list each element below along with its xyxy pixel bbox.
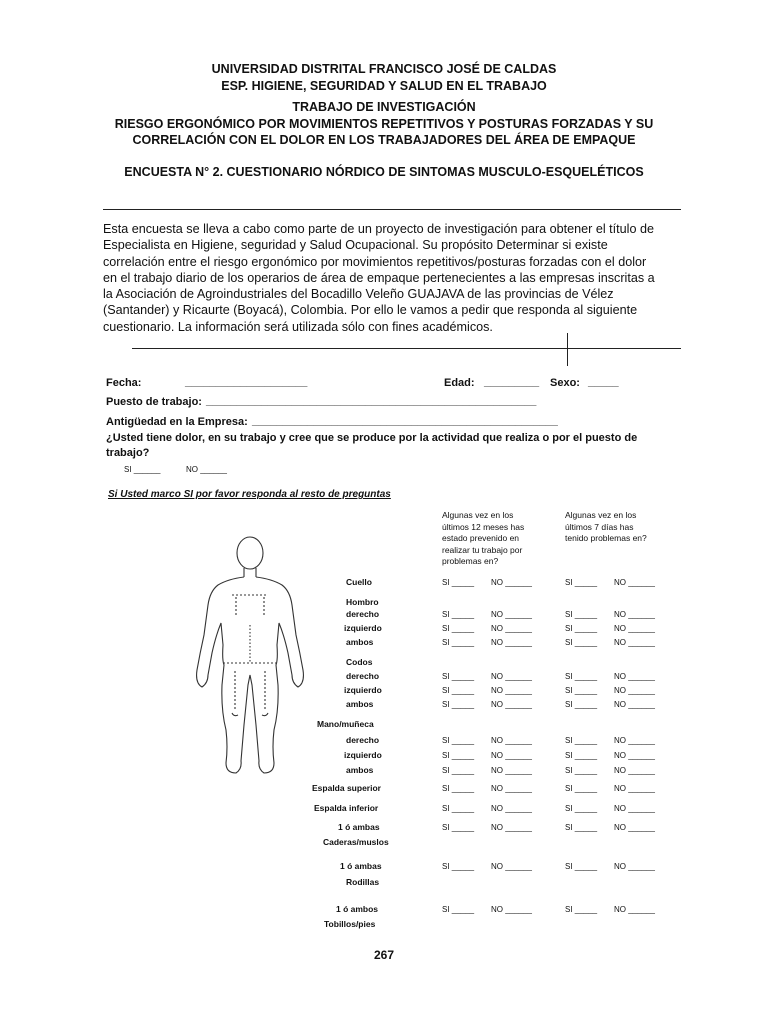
answer-7d-no[interactable]: NO ______	[614, 823, 655, 832]
intro-line: correlación entre el riesgo ergonómico por movimientos repetitivos/posturas forzadas con el dolor	[103, 254, 647, 269]
answer-7d-si[interactable]: SI _____	[565, 862, 598, 871]
answer-12m-si[interactable]: SI _____	[442, 672, 475, 681]
intro-line: cuestionario. La información será utilizada sólo con fines académicos.	[103, 319, 493, 334]
answer-7d-si[interactable]: SI _____	[565, 638, 598, 647]
answer-7d-si[interactable]: SI _____	[565, 905, 598, 914]
answer-12m-si[interactable]: SI _____	[442, 804, 475, 813]
pain-si-option[interactable]: SI ______	[124, 465, 161, 474]
answer-12m-si[interactable]: SI _____	[442, 624, 475, 633]
body-part-label: 1 ó ambos	[336, 904, 379, 914]
intro-line: en el trabajo diario de los operarios de área de empaque pertenecientes a las empresas inscritas a	[103, 270, 655, 285]
answer-12m-si[interactable]: SI _____	[442, 578, 475, 587]
answer-12m-si[interactable]: SI _____	[442, 766, 475, 775]
answer-7d-no[interactable]: NO ______	[614, 905, 655, 914]
answer-12m-no[interactable]: NO ______	[491, 784, 532, 793]
answer-7d-si[interactable]: SI _____	[565, 784, 598, 793]
column-header-line: estado prevenido en	[442, 533, 520, 543]
pain-no-option[interactable]: NO ______	[186, 465, 227, 474]
university-name: UNIVERSIDAD DISTRITAL FRANCISCO JOSÉ DE CALDAS	[211, 62, 557, 76]
column-header-line: últimos 12 meses has	[442, 521, 525, 532]
sexo-label: Sexo:	[550, 377, 580, 389]
answer-7d-no[interactable]: NO ______	[614, 700, 655, 709]
instruction-text: Si Usted marco SI por favor responda al resto de preguntas	[108, 489, 391, 500]
intro-paragraph	[103, 221, 681, 335]
answer-12m-si[interactable]: SI _____	[442, 862, 475, 871]
body-part-label: Espalda inferior	[314, 803, 379, 813]
body-part-label: Hombro	[346, 597, 379, 607]
column-header-line: realizar tu trabajo por	[442, 544, 523, 555]
body-part-label: ambos	[346, 765, 374, 775]
body-diagram	[188, 535, 313, 780]
answer-7d-si[interactable]: SI _____	[565, 578, 598, 587]
answer-12m-no[interactable]: NO ______	[491, 672, 532, 681]
program-name: ESP. HIGIENE, SEGURIDAD Y SALUD EN EL TRABAJO	[221, 79, 547, 93]
answer-12m-si[interactable]: SI _____	[442, 700, 475, 709]
answer-7d-si[interactable]: SI _____	[565, 610, 598, 619]
page-number: 267	[373, 948, 395, 962]
body-part-label: Rodillas	[346, 877, 380, 887]
answer-12m-no[interactable]: NO ______	[491, 823, 532, 832]
body-part-label: izquierdo	[344, 623, 382, 633]
body-part-label: 1 ó ambas	[340, 861, 382, 871]
answer-7d-si[interactable]: SI _____	[565, 751, 598, 760]
edad-label: Edad:	[444, 377, 475, 389]
answer-12m-no[interactable]: NO ______	[491, 686, 532, 695]
pain-question	[106, 431, 686, 461]
answer-7d-si[interactable]: SI _____	[565, 736, 598, 745]
answer-7d-si[interactable]: SI _____	[565, 686, 598, 695]
body-part-label: Mano/muñeca	[317, 719, 374, 729]
divider-bottom	[132, 348, 681, 349]
body-part-label: Espalda superior	[312, 783, 381, 793]
column-header-line: últimos 7 días has	[565, 521, 634, 532]
answer-7d-si[interactable]: SI _____	[565, 700, 598, 709]
title-line-1: RIESGO ERGONÓMICO POR MOVIMIENTOS REPETITIVOS Y POSTURAS FORZADAS Y SU	[114, 117, 654, 131]
body-part-label: Cuello	[346, 577, 372, 587]
body-part-label: derecho	[346, 609, 380, 619]
answer-7d-si[interactable]: SI _____	[565, 672, 598, 681]
answer-12m-no[interactable]: NO ______	[491, 638, 532, 647]
column-header-line: Algunas vez en los	[442, 510, 514, 520]
intro-line: Especialista en Higiene, seguridad y Salud Ocupacional. Su propósito Determinar si existe	[103, 238, 608, 253]
answer-12m-no[interactable]: NO ______	[491, 766, 532, 775]
body-part-label: Codos	[346, 657, 373, 667]
divider-vertical-mark	[567, 333, 568, 366]
answer-12m-no[interactable]: NO ______	[491, 751, 532, 760]
column-header-line: Algunas vez en los	[565, 510, 637, 520]
answer-7d-si[interactable]: SI _____	[565, 766, 598, 775]
antiguedad-label: Antigüedad en la Empresa:	[106, 416, 248, 428]
answer-7d-no[interactable]: NO ______	[614, 736, 655, 745]
body-part-label: Tobillos/pies	[324, 919, 376, 929]
edad-field[interactable]: _________	[484, 376, 540, 388]
answer-7d-no[interactable]: NO ______	[614, 784, 655, 793]
answer-12m-no[interactable]: NO ______	[491, 862, 532, 871]
answer-12m-no[interactable]: NO ______	[491, 624, 532, 633]
answer-12m-si[interactable]: SI _____	[442, 638, 475, 647]
intro-line: la Asociación de Agroindustriales del Bocadillo Veleño GUAJAVA de las provincias de Vélez	[103, 287, 614, 302]
puesto-field[interactable]: ______________________________________________________	[206, 395, 537, 407]
answer-12m-no[interactable]: NO ______	[491, 804, 532, 813]
answer-7d-no[interactable]: NO ______	[614, 766, 655, 775]
answer-12m-no[interactable]: NO ______	[491, 905, 532, 914]
column-header-line: tenido problemas en?	[565, 533, 647, 543]
answer-12m-si[interactable]: SI _____	[442, 905, 475, 914]
fecha-field[interactable]: ____________________	[185, 376, 308, 388]
antiguedad-field[interactable]: __________________________________________________	[252, 415, 558, 427]
answer-7d-no[interactable]: NO ______	[614, 624, 655, 633]
answer-7d-no[interactable]: NO ______	[614, 804, 655, 813]
answer-12m-si[interactable]: SI _____	[442, 610, 475, 619]
fecha-label: Fecha:	[106, 377, 142, 389]
column-header-7-days	[565, 510, 685, 545]
answer-7d-no[interactable]: NO ______	[614, 672, 655, 681]
column-header-line: problemas en?	[442, 556, 499, 566]
answer-12m-no[interactable]: NO ______	[491, 736, 532, 745]
survey-title: ENCUESTA N° 2. CUESTIONARIO NÓRDICO DE SINTOMAS MUSCULO-ESQUELÉTICOS	[124, 165, 644, 179]
body-part-label: Caderas/muslos	[323, 837, 389, 847]
answer-7d-no[interactable]: NO ______	[614, 862, 655, 871]
answer-12m-si[interactable]: SI _____	[442, 784, 475, 793]
answer-7d-si[interactable]: SI _____	[565, 823, 598, 832]
body-part-label: izquierdo	[344, 750, 382, 760]
body-part-label: ambos	[346, 637, 374, 647]
answer-12m-si[interactable]: SI _____	[442, 686, 475, 695]
answer-7d-no[interactable]: NO ______	[614, 578, 655, 587]
answer-12m-no[interactable]: NO ______	[491, 578, 532, 587]
answer-7d-no[interactable]: NO ______	[614, 610, 655, 619]
divider-top	[103, 209, 681, 210]
document-type: TRABAJO DE INVESTIGACIÓN	[292, 100, 476, 114]
answer-7d-no[interactable]: NO ______	[614, 638, 655, 647]
body-part-label: ambos	[346, 699, 374, 709]
puesto-label: Puesto de trabajo:	[106, 396, 202, 408]
body-part-label: izquierdo	[344, 685, 382, 695]
answer-12m-no[interactable]: NO ______	[491, 610, 532, 619]
title-line-2: CORRELACIÓN CON EL DOLOR EN LOS TRABAJADORES DEL ÁREA DE EMPAQUE	[132, 133, 636, 147]
answer-7d-no[interactable]: NO ______	[614, 751, 655, 760]
answer-12m-si[interactable]: SI _____	[442, 751, 475, 760]
pain-question-line: ¿Usted tiene dolor, en su trabajo y cree que se produce por la actividad que realiza o por el puesto de	[106, 432, 638, 444]
answer-7d-si[interactable]: SI _____	[565, 624, 598, 633]
intro-line: (Santander) y Ricaurte (Boyacá), Colombia. Por ello le vamos a pedir que responda al siguiente	[103, 303, 638, 318]
pain-question-line: trabajo?	[106, 447, 150, 459]
body-part-label: derecho	[346, 735, 380, 745]
answer-7d-si[interactable]: SI _____	[565, 804, 598, 813]
body-part-label: derecho	[346, 671, 380, 681]
sexo-field[interactable]: _____	[588, 376, 619, 388]
intro-line: Esta encuesta se lleva a cabo como parte de un proyecto de investigación para obtener el título de	[103, 222, 654, 236]
answer-12m-si[interactable]: SI _____	[442, 823, 475, 832]
column-header-12-months	[442, 510, 562, 568]
answer-12m-si[interactable]: SI _____	[442, 736, 475, 745]
answer-7d-no[interactable]: NO ______	[614, 686, 655, 695]
answer-12m-no[interactable]: NO ______	[491, 700, 532, 709]
body-part-label: 1 ó ambas	[338, 822, 380, 832]
